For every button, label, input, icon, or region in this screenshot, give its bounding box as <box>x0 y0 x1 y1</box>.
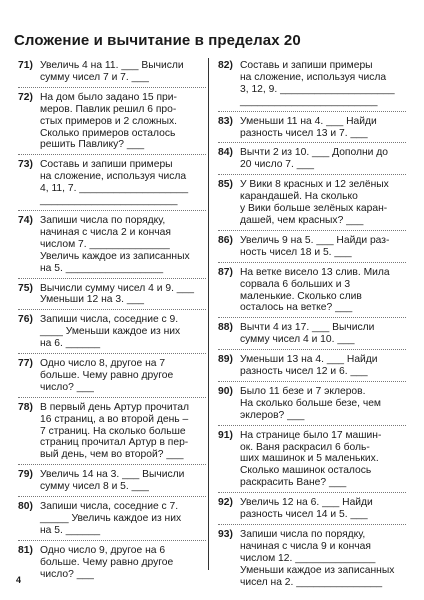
task-number: 81) <box>18 544 33 556</box>
right-column <box>218 60 406 589</box>
task-number: 74) <box>18 214 33 226</box>
task-number: 73) <box>18 159 33 171</box>
task-number: 80) <box>18 501 33 513</box>
task-separator <box>218 317 406 318</box>
task-number: 71) <box>18 60 33 71</box>
task-separator <box>18 154 206 155</box>
task-item <box>18 469 206 493</box>
task-separator <box>218 111 406 112</box>
task-number: 92) <box>218 497 233 509</box>
task-item <box>18 92 206 152</box>
task-item <box>218 235 406 259</box>
task-item <box>18 501 206 537</box>
task-number: 82) <box>218 60 233 71</box>
task-separator <box>218 425 406 426</box>
task-text: Вычти 4 из 17. ___ Вычисли сумму чисел 4 и 10. ___ <box>240 322 375 346</box>
task-number: 77) <box>18 358 33 370</box>
task-text: Было 11 безе и 7 эклеров. На сколько больше безе, чем эклеров? ___ <box>240 385 381 421</box>
task-number: 84) <box>218 147 233 159</box>
task-text: Уменьши 13 на 4. ___ Найди разность чисел 12 и 6. ___ <box>240 354 378 378</box>
task-text: Запиши числа, соседние с 9. ____ Уменьши каждое из них на 6. ______ <box>40 314 181 350</box>
task-number: 86) <box>218 234 233 246</box>
task-text: Запиши числа, соседние с 7. _____ Увеличь каждое из них на 5. ______ <box>40 501 182 536</box>
task-item <box>218 386 406 422</box>
task-text: Уменьши 11 на 4. ___ Найди разность чисел 13 и 7. ___ <box>240 115 377 139</box>
task-separator <box>18 496 206 497</box>
task-separator <box>18 278 206 279</box>
task-separator <box>18 309 206 310</box>
task-separator <box>18 540 206 541</box>
task-item <box>18 545 206 581</box>
task-text: Увеличь 12 на 6. ___ Найди разность чисел 14 и 5. ___ <box>240 497 373 521</box>
task-separator <box>218 381 406 382</box>
task-separator <box>218 174 406 175</box>
task-text: Увеличь 4 на 11. ___ Вычисли сумму чисел 7 и 7. ___ <box>40 60 184 83</box>
page-title: Сложение и вычитание в пределах 20 <box>14 32 301 49</box>
task-number: 83) <box>218 115 233 127</box>
column-divider <box>208 58 209 570</box>
task-item <box>18 283 206 307</box>
task-item <box>18 402 206 462</box>
task-text: Запиши числа по порядку, начиная с числа 2 и кончая числом 7. ______________ Увеличь каждое из записанных на 5. _________________ <box>40 214 190 274</box>
task-text: На странице было 17 машин- ок. Ваня раскрасил 6 боль- ших машинок и 5 маленьких. Сколько машинок осталось раскрасить Ване? ___ <box>240 429 382 489</box>
task-text: На ветке висело 13 слив. Мила сорвала 6 больших и 3 маленькие. Сколько слив осталось на ветке? ___ <box>240 266 390 314</box>
task-text: Увеличь 9 на 5. ___ Найди раз- ность чисел 18 и 5. ___ <box>240 234 390 258</box>
task-item <box>218 267 406 315</box>
task-separator <box>218 492 406 493</box>
task-text: Увеличь 14 на 3. ___ Вычисли сумму чисел 8 и 5. ___ <box>40 469 185 493</box>
task-separator <box>218 230 406 231</box>
task-number: 75) <box>18 282 33 294</box>
left-column <box>18 60 206 581</box>
task-number: 85) <box>218 179 233 191</box>
task-item <box>218 60 406 108</box>
task-item <box>218 430 406 490</box>
page-number: 4 <box>16 575 22 585</box>
task-separator <box>218 349 406 350</box>
task-number: 93) <box>218 529 233 540</box>
task-item <box>218 116 406 140</box>
task-separator <box>218 142 406 143</box>
task-separator <box>18 210 206 211</box>
task-item <box>218 529 406 589</box>
task-text: У Вики 8 красных и 12 зелёных карандашей. На сколько у Вики больше зелёных каран- дашей, чем красных? ___ <box>240 179 389 226</box>
task-text: Вычти 2 из 10. ___ Дополни до 20 число 7. ___ <box>240 147 389 171</box>
task-separator <box>18 397 206 398</box>
task-number: 78) <box>18 401 33 413</box>
task-text: Одно число 9, другое на 6 больше. Чему равно другое число? ___ <box>40 544 174 580</box>
task-text: Одно число 8, другое на 7 больше. Чему равно другое число? ___ <box>40 358 174 393</box>
task-separator <box>18 353 206 354</box>
task-item <box>218 497 406 521</box>
task-item <box>218 179 406 227</box>
task-text: В первый день Артур прочитал 16 страниц, а во второй день – 7 страниц. На сколько больше страниц прочитал Артур в пер- вый день, чем во второй? ___ <box>40 401 189 461</box>
task-text: Запиши числа по порядку, начиная с числа 9 и кончая числом 12. ______________ Уменьши каждое из записанных чисел на 2. _______________ <box>240 529 395 588</box>
task-number: 91) <box>218 429 233 441</box>
task-separator <box>218 524 406 525</box>
task-item <box>218 147 406 171</box>
task-separator <box>218 262 406 263</box>
task-text: Составь и запиши примеры на сложение, используя числа 4, 11, 7. ___________________ ________________________ <box>40 159 189 207</box>
task-item <box>218 354 406 378</box>
task-item <box>18 159 206 207</box>
task-separator <box>18 87 206 88</box>
task-number: 79) <box>18 469 33 481</box>
task-item <box>18 215 206 275</box>
task-number: 87) <box>218 266 233 278</box>
task-item <box>218 322 406 346</box>
task-number: 88) <box>218 322 233 334</box>
task-number: 89) <box>218 354 233 366</box>
task-item <box>18 358 206 394</box>
task-text: На дом было задано 15 при- меров. Павлик решил 6 про- стых примеров и 2 сложных. Сколько примеров осталось решить Павлику? ___ <box>40 91 177 151</box>
task-item <box>18 314 206 350</box>
task-separator <box>18 464 206 465</box>
task-number: 90) <box>218 385 233 397</box>
task-number: 76) <box>18 314 33 326</box>
task-text: Составь и запиши примеры на сложение, используя числа 3, 12, 9. ____________________ ________________________ <box>240 60 395 107</box>
task-text: Вычисли сумму чисел 4 и 9. ___ Уменьши 12 на 3. ___ <box>40 282 194 306</box>
task-item <box>18 60 206 84</box>
task-number: 72) <box>18 91 33 103</box>
